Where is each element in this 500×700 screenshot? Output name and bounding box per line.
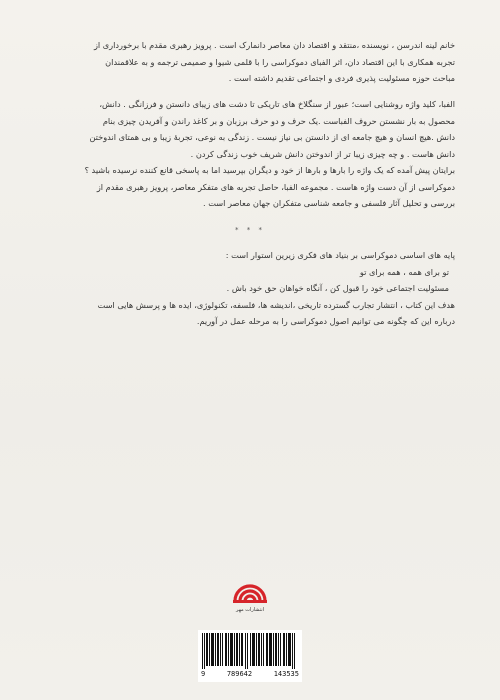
principle-line-two: مسئولیت اجتماعی خود را قبول کن ، آنگاه خواهان حق خود باش . — [226, 283, 449, 294]
question-line: برایتان پیش آمده که یک واژه را بارها و بارها از خود و دیگران بپرسید اما به پاسخی قانع کننده نرسیده باشید ؟ — [84, 165, 455, 175]
isbn-digit-group: 9 — [201, 670, 206, 678]
question-line: بررسی و تحلیل آثار فلسفی و جامعه شناسی متفکران جهان معاصر است . — [203, 198, 455, 209]
closing-line: هدف این کتاب ، انتشار تجارب گسترده تاریخی ،اندیشه ها، فلسفه، تکنولوژی، ایده ها و پرسش هایی است — [97, 299, 455, 310]
section-divider: * * * — [235, 226, 265, 234]
publisher-logo-icon — [226, 569, 274, 617]
isbn-digits — [198, 670, 302, 678]
closing-line: درباره این که چگونه می توانیم اصول دموکراسی را به مرحله عمل در آوریم. — [196, 316, 455, 327]
question-line: دموکراسی از آن دست واژه هاست . مجموعه الفبا، حاصل تجربه های متفکر معاصر، پرویز رهبری مقدم از — [96, 181, 455, 192]
alphabet-line: دانش هاست . و چه چیزی زیبا تر از اندوختن دانش شریف خوب زندگی کردن . — [190, 148, 455, 159]
isbn-digit-group: 143535 — [273, 670, 299, 678]
principle-line-one: تو برای همه ، همه برای تو — [359, 266, 449, 277]
publisher-logo — [226, 569, 274, 617]
alphabet-line: محصول به بار نشستن حروف الفباست .یک حرف و دو حرف برزبان و بر کاغذ راندن و آفریدن چیزی بنام — [102, 115, 455, 126]
alphabet-line: دانش .هیچ انسان و هیچ جامعه ای از دانستن بی نیاز نیست . زندگی به نوعی، تجربهٔ زیبا و بی همتای اندوختن — [89, 132, 455, 143]
democracy-principles — [45, 248, 455, 331]
publisher-name: انتشارات مهر — [235, 607, 265, 613]
intro-line: مباحث حوزه مسئولیت پذیری فردی و اجتماعی تقدیم داشته است . — [228, 73, 455, 84]
alphabet-line: الفبا، کلید واژه روشنایی است؛ عبور از سنگلاخ های تاریکی تا دشت های زیبای دانستن و فرزانگی . دانش، — [99, 99, 455, 109]
intro-line: تجربه همکاری با این اقتصاد دان، اثر الفبای دموکراسی را با قلمی شیوا و صمیمی ترجمه و به علاقمندان — [105, 56, 455, 67]
isbn-digit-group: 789642 — [226, 670, 253, 678]
isbn-barcode — [198, 630, 302, 682]
barcode-bars — [202, 633, 298, 669]
principles-lead: پایه های اساسی دموکراسی بر بنیاد های فکری زیرین استوار است : — [225, 250, 455, 260]
question-paragraph — [45, 163, 455, 213]
intro-paragraph — [45, 38, 455, 88]
intro-line: خانم لینه اندرسن ، نویسنده ،منتقد و اقتصاد دان معاصر دانمارک است . پرویز رهبری مقدم با برخورداری از — [93, 40, 455, 50]
alphabet-paragraph — [45, 97, 455, 163]
